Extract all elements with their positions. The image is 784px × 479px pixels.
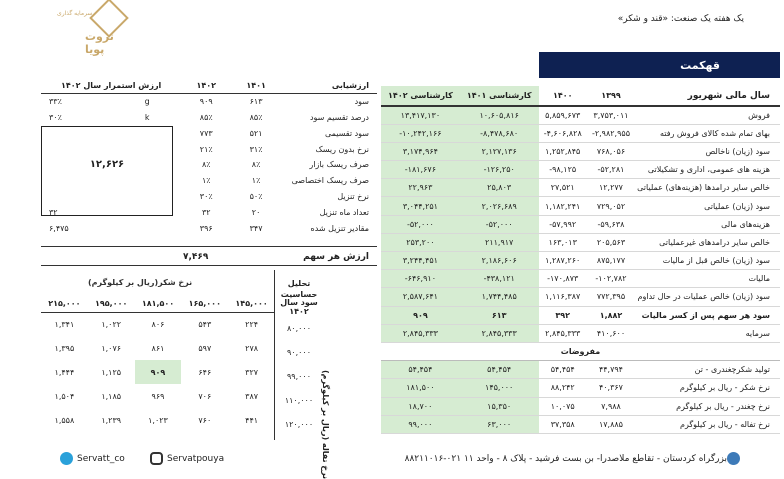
sensitivity-cell: ۶۴۶ [198,367,212,377]
table-row-label: خالص سایر درامدها (هزینه‌های) عملیاتی [635,179,780,197]
income-statement-table [381,86,780,434]
table-row-cell: ۴۱۰,۶۰۰ [587,324,635,342]
sensitivity-row-label: ۹۰,۰۰۰ [286,348,312,357]
sensitivity-cell: ۹۰۹ [135,360,182,384]
sensitivity-cell: ۱,۵۵۸ [54,415,75,425]
table-row-cell: -۲,۹۸۲,۹۵۵ [587,124,635,142]
terminal-value-cell: ۳۲ [49,207,58,217]
valuation-label: تعداد ماه تنزیل [319,207,369,217]
brand-logo [57,4,135,56]
assumption-row [381,379,780,397]
table-row-cell: ۲,۵۸۷,۶۴۱ [381,288,460,306]
valuation-header-row [41,78,377,94]
table-row-cell: ۷۶۸,۰۵۶ [587,142,635,160]
assumption-row-cell: ۷,۹۸۸ [587,397,635,415]
sensitivity-row [41,384,275,408]
table-header-row [381,86,780,106]
table-row-cell: -۱۲۶,۲۵۰ [460,161,539,179]
table-row-label: فروش [635,106,780,124]
valuation-cell: ۶۱۳ [249,97,263,107]
table-row [381,233,780,251]
assumption-row-cell: ۵۴,۴۵۴ [381,361,460,379]
valuation-cell: ۳۰٪ [199,191,213,201]
sensitivity-row-label: ۱۲۰,۰۰۰ [284,420,314,429]
sensitivity-column-label: ۲۱۵,۰۰۰ [48,298,81,308]
table-row-cell: ۲,۱۲۷,۱۳۶ [460,142,539,160]
valuation-header-cell: ۱۴۰۲ [181,78,231,94]
sensitivity-row-title: نرخ تفاله (ریال بر کیلوگرم) [321,370,330,479]
table-row-label: سود (زیان) عملیاتی [635,197,780,215]
table-row [381,179,780,197]
valuation-cell: ۵۰٪ [249,191,263,201]
table-row-cell: ۷۷۲,۳۹۵ [587,288,635,306]
sensitivity-row-label: ۸۰,۰۰۰ [286,324,312,333]
table-row [381,197,780,215]
table-row [381,161,780,179]
table-row [381,106,780,124]
sensitivity-column-title: نرخ شکر(ریال بر کیلوگرم) [88,278,193,287]
assumption-row-cell: ۱۰,۰۷۵ [539,397,587,415]
assumption-row-label: نرخ تفاله - ریال بر کیلوگرم [635,415,780,433]
valuation-cell: ۳۴۷ [249,223,263,233]
stock-value-bar [41,246,377,266]
table-row-cell: -۴,۶۰۶,۸۲۸ [539,124,587,142]
telegram-icon [60,452,73,465]
sensitivity-row [41,312,275,336]
table-row-cell: ۲,۰۲۶,۶۸۹ [460,197,539,215]
valuation-cell: ۸۵٪ [199,112,213,122]
sensitivity-corner-subtitle: سود سال ۱۴۰۲ [280,298,318,316]
terminal-label-cell: k [144,112,150,122]
valuation-label: سود [354,97,369,107]
table-row-cell: -۱۰۲,۷۸۲ [587,270,635,288]
table-row-cell: ۷۲۹,۰۵۲ [587,197,635,215]
assumption-row-cell: ۱۸,۷۰۰ [381,397,460,415]
valuation-cell: ۸٪ [201,160,211,170]
valuation-label: صرف ریسک اختصاصی [291,176,369,186]
sensitivity-cell: ۱,۰۲۳ [148,415,168,425]
assumption-row-label: نرخ شکر - ریال بر کیلوگرم [635,379,780,397]
table-row-cell: ۲۵,۸۰۳ [460,179,539,197]
sensitivity-cell: ۱,۵۰۴ [54,391,75,401]
table-header-row-cell: ۱۳۹۹ [587,86,635,106]
valuation-cell: ۸۵٪ [249,112,263,122]
sensitivity-cell: ۱,۱۲۵ [101,367,122,377]
table-row-cell: -۵۷,۹۹۲ [539,215,587,233]
sensitivity-cell: ۳۲۷ [245,367,259,377]
sensitivity-cell: ۳۸۷ [245,391,259,401]
assumption-row-label: نرخ چغندر - ریال بر کیلوگرم [635,397,780,415]
terminal-value-box [41,126,173,216]
sensitivity-cell: ۱,۴۴۴ [54,367,75,377]
table-row-cell: ۱,۱۸۲,۲۴۱ [539,197,587,215]
assumption-row-cell: ۴۴,۷۹۴ [587,361,635,379]
valuation-cell: ۳۱٪ [249,144,263,154]
location-pin-icon [727,452,740,465]
valuation-cell: ۲۱٪ [199,144,213,154]
table-row-cell: -۹۸,۱۲۵ [539,161,587,179]
sensitivity-header-row [41,294,275,312]
logo-subtext: سرمایه گذاری [57,10,93,17]
instagram-link[interactable] [150,452,224,465]
table-row-label: بهای تمام شده کالای فروش رفته [635,124,780,142]
valuation-cell: ۳۲ [201,207,211,217]
table-row-cell: ۱,۲۵۲,۸۴۵ [539,142,587,160]
valuation-header-cell: ۱۴۰۱ [231,78,281,94]
sensitivity-row [41,336,275,360]
table-row-cell: ۲,۸۴۵,۳۳۳ [460,324,539,342]
valuation-cell: ۳۹۶ [199,223,213,233]
company-title-bar [539,52,780,78]
stock-value-label: ارزش هر سهم [303,252,369,262]
table-header-row-cell: ۱۴۰۰ [539,86,587,106]
table-row-label: سود (زیان) خالص قبل از مالیات [635,252,780,270]
valuation-cell: ۱٪ [251,176,261,186]
table-row-cell: -۵۲,۰۰۰ [381,215,460,233]
terminal-label-cell: g [144,97,150,107]
valuation-header-cell: ارزشیابی [281,78,377,94]
table-row-cell: ۲۷,۵۲۱ [539,179,587,197]
terminal-header: ارزش استمرار سال ۱۴۰۲ [41,78,181,94]
valuation-cell: ۸٪ [251,160,261,170]
table-header-row-cell: کارشناسی ۱۴۰۲ [381,86,460,106]
table-row-cell: ۶۱۳ [460,306,539,324]
assumption-row-cell: ۴۰,۳۶۷ [587,379,635,397]
sensitivity-table [41,294,275,432]
assumption-row-cell: ۱۸۱,۵۰۰ [381,379,460,397]
table-row-label: خالص سایر درامدهای غیرعملیاتی [635,233,780,251]
valuation-cell: ۱٪ [201,176,211,186]
sensitivity-cell: ۱,۳۹۵ [54,343,75,353]
sensitivity-cell: ۵۴۳ [198,319,212,329]
table-row-cell: ۲۰۵,۵۶۳ [587,233,635,251]
valuation-cell: ۲۰ [251,207,261,217]
table-row [381,252,780,270]
table-row-cell: ۳,۷۵۳,۰۱۱ [587,106,635,124]
assumption-row-cell: ۵۴,۴۵۴ [460,361,539,379]
table-row-cell: ۱۶۳,۰۱۳ [539,233,587,251]
table-row-cell: ۱,۲۸۷,۲۶۰ [539,252,587,270]
table-row-label: هزینه های عمومی، اداری و تشکیلاتی [635,161,780,179]
table-row-cell: ۱۲,۲۷۷ [587,179,635,197]
assumption-row-cell: ۱۵,۳۵۰ [460,397,539,415]
sensitivity-column-label: ۱۶۵,۰۰۰ [188,298,221,308]
valuation-cell: ۹۰۹ [199,97,213,107]
assumption-row-cell: ۵۴,۴۵۴ [539,361,587,379]
valuation-label: سود تقسیمی [324,128,369,138]
assumption-row [381,361,780,379]
logo-text: ثروت پویا [85,30,114,56]
table-row-cell: ۱۳,۴۱۷,۱۳۰ [381,106,460,124]
assumption-row-cell: ۱۷,۸۸۵ [587,415,635,433]
valuation-label: مقادیر تنزیل شده [310,223,369,233]
table-row-cell: ۸۷۵,۱۷۷ [587,252,635,270]
valuation-row [41,110,377,126]
sensitivity-cell: ۱,۲۳۹ [101,415,122,425]
table-row-cell: ۲۵۳,۲۰۰ [381,233,460,251]
address-text: بزرگراه کردستان - تقاطع ملاصدرا- بن بست فرشید - پلاک ۸ - واحد ۱۱ ۰۲۱-۸۸۲۱۱۰۱۶ [404,454,727,464]
table-row-cell: ۲۱۱,۹۱۷ [460,233,539,251]
sensitivity-cell: ۹۶۹ [151,391,165,401]
sensitivity-cell: ۷۰۶ [198,391,212,401]
company-name: قهکمت [680,59,720,72]
table-row [381,324,780,342]
sensitivity-column-label: ۱۴۵,۰۰۰ [235,298,268,308]
valuation-row [41,220,377,236]
sensitivity-cell: ۷۶۰ [198,415,212,425]
valuation-cell: ۵۲۱ [249,128,263,138]
table-header-row-cell: کارشناسی ۱۴۰۱ [460,86,539,106]
assumptions-title: مفروضات [381,342,780,360]
table-row-cell: ۱,۷۴۴,۴۸۵ [460,288,539,306]
sensitivity-cell: ۵۹۷ [198,343,212,353]
table-header-row-label: سال مالی شهریور [635,86,780,106]
table-row-cell: -۱۰,۲۴۲,۱۶۶ [381,124,460,142]
table-row-cell: -۸,۴۷۸,۶۸۰ [460,124,539,142]
table-row-label: سود هر سهم پس از کسر مالیات [635,306,780,324]
report-subtitle: یک هفته یک صنعت: «قند و شکر» [617,14,744,24]
table-row [381,288,780,306]
sensitivity-row [41,360,275,384]
table-row-cell: ۹۰۹ [381,306,460,324]
table-row-cell: ۲,۸۴۵,۳۳۳ [539,324,587,342]
assumption-row [381,415,780,433]
valuation-label: صرف ریسک بازار [309,160,369,170]
table-row-label: سود (زیان) ناخالص [635,142,780,160]
terminal-value-cell: ۶,۴۷۵ [49,223,69,233]
valuation-label: نرخ تنزیل [337,191,369,201]
table-row-cell: ۱۰,۶۰۵,۸۱۶ [460,106,539,124]
table-row-cell: -۱۷۰,۸۷۳ [539,270,587,288]
sensitivity-column-label: ۱۹۵,۰۰۰ [95,298,128,308]
valuation-row [41,94,377,110]
assumption-row-cell: ۹۹,۰۰۰ [381,415,460,433]
sensitivity-row-labels [276,318,322,438]
table-row-cell: ۳,۲۴۴,۴۵۱ [381,252,460,270]
stock-value: ۷,۴۶۹ [183,252,209,262]
table-row-label: مالیات [635,270,780,288]
table-row-cell: -۱۸۱,۶۷۶ [381,161,460,179]
table-row [381,306,780,324]
terminal-value: ۱۲,۶۲۶ [89,159,125,170]
instagram-handle: Servatpouya [167,454,225,464]
table-row-cell: ۵,۸۵۹,۶۷۳ [539,106,587,124]
sensitivity-cell: ۴۴۱ [245,415,259,425]
table-row-cell: -۵۲,۲۸۱ [587,161,635,179]
terminal-label-cell [113,220,181,236]
assumption-row-cell: ۸۸,۲۴۲ [539,379,587,397]
table-row [381,215,780,233]
valuation-label: درصد تقسیم سود [309,112,369,122]
telegram-link[interactable] [60,452,125,465]
valuation-cell: ۷۷۳ [199,128,213,138]
assumption-row-label: تولید شکرچغندری - تن [635,361,780,379]
table-row-cell: ۲,۸۴۵,۳۳۳ [381,324,460,342]
table-row-label: سود (زیان) خالص عملیات در حال تداوم [635,288,780,306]
table-row-cell: -۶۴۶,۹۱۰ [381,270,460,288]
assumptions-header-row [381,342,780,360]
sensitivity-cell: ۲۷۸ [245,343,259,353]
table-row-cell: ۱,۱۱۶,۳۸۷ [539,288,587,306]
assumption-row-cell: ۱۴۵,۰۰۰ [460,379,539,397]
sensitivity-cell: ۸۰۶ [151,319,165,329]
table-row-cell: ۳۹۲ [539,306,587,324]
sensitivity-cell: ۱,۳۴۱ [54,319,75,329]
table-row [381,142,780,160]
table-row-cell: ۱,۸۸۲ [587,306,635,324]
table-row [381,270,780,288]
table-row-label: هزینه‌های مالی [635,215,780,233]
table-row-cell: ۳,۱۷۴,۹۶۴ [381,142,460,160]
sensitivity-row-label: ۹۹,۰۰۰ [286,372,312,381]
terminal-value-cell: ۳۳٪ [49,97,62,107]
footer [0,446,784,475]
sensitivity-cell: ۱,۱۸۵ [101,391,122,401]
sensitivity-row-label: ۱۱۰,۰۰۰ [284,396,314,405]
sensitivity-cell: ۱,۰۲۲ [101,319,122,329]
table-row [381,124,780,142]
sensitivity-row [41,408,275,432]
address [405,452,744,465]
assumption-row-cell: ۶۳,۰۰۰ [460,415,539,433]
sensitivity-cell: ۱,۰۷۶ [101,343,122,353]
sensitivity-cell: ۸۶۱ [151,343,165,353]
valuation-label: نرخ بدون ریسک [315,144,369,154]
table-row-cell: -۴۳۸,۱۲۱ [460,270,539,288]
assumption-row [381,397,780,415]
sensitivity-cell: ۲۲۴ [245,319,259,329]
table-row-cell: ۲,۱۸۶,۶۰۶ [460,252,539,270]
table-row-cell: -۵۹,۶۳۸ [587,215,635,233]
terminal-value-cell: ۳۰٪ [49,112,62,122]
table-row-cell: -۵۲,۰۰۰ [460,215,539,233]
instagram-icon [150,452,163,465]
assumption-row-cell: ۳۷,۳۵۸ [539,415,587,433]
table-row-cell: ۲۲,۹۶۳ [381,179,460,197]
sensitivity-column-label: ۱۸۱,۵۰۰ [141,298,175,308]
table-row-label: سرمایه [635,324,780,342]
sensitivity-corner-title: تحلیل حساسیت [280,279,318,299]
telegram-handle: Servatt_co [77,454,125,464]
table-row-cell: ۳,۰۴۴,۲۵۱ [381,197,460,215]
